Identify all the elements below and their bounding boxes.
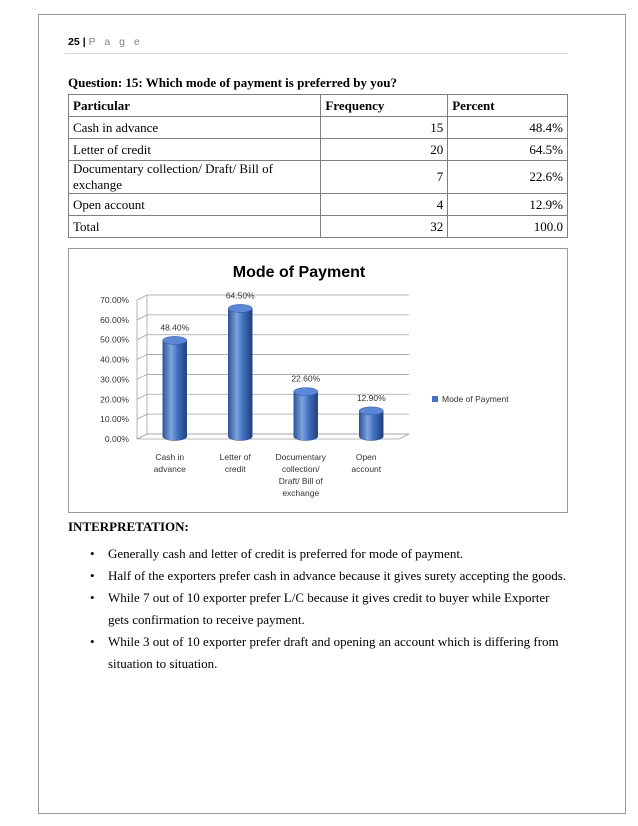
table-row xyxy=(69,139,568,161)
y-tick-label: 40.00% xyxy=(100,354,129,365)
y-tick-label: 10.00% xyxy=(100,414,129,425)
interpretation-list xyxy=(90,543,570,675)
table-row-total xyxy=(69,216,568,238)
column-header: Frequency xyxy=(321,95,448,117)
data-labels xyxy=(160,290,386,402)
table-row xyxy=(69,117,568,139)
list-item: • Generally cash and letter of credit is preferred for mode of payment. xyxy=(90,543,570,565)
table-cell: 12.9% xyxy=(448,194,568,216)
gridline xyxy=(137,315,409,320)
data-label: 12.90% xyxy=(356,392,386,403)
legend-label: Mode of Payment xyxy=(442,394,509,404)
table-row xyxy=(69,161,568,194)
x-tick-label: account xyxy=(351,464,382,474)
table-cell: 7 xyxy=(321,161,448,194)
table-header-row xyxy=(69,95,568,117)
y-tick-label: 30.00% xyxy=(100,374,129,385)
bar xyxy=(294,392,318,441)
header-separator: | xyxy=(82,36,86,48)
table-cell: Letter of credit xyxy=(69,139,321,161)
table-row xyxy=(69,194,568,216)
x-tick-label: exchange xyxy=(282,488,320,498)
table-cell: Open account xyxy=(69,194,321,216)
x-tick-label: advance xyxy=(153,464,186,474)
table-cell: Documentary collection/ Draft/ Bill of exchange xyxy=(69,161,321,194)
question-title: Question: 15: Which mode of payment is preferred by you? xyxy=(68,75,397,90)
x-tick-label: credit xyxy=(224,464,246,474)
x-tick-label: collection/ xyxy=(281,464,320,474)
data-label: 48.40% xyxy=(160,322,190,333)
list-item: • While 7 out of 10 exporter prefer L/C because it gives credit to buyer while Exporter gets confirmation to receive payment. xyxy=(90,587,570,631)
x-tick-label: Cash in xyxy=(155,452,185,462)
bar-top xyxy=(294,388,318,396)
bar xyxy=(359,411,383,441)
x-tick-label: Documentary xyxy=(275,452,327,462)
table-cell: 100.0 xyxy=(448,216,568,238)
y-tick-label: 70.00% xyxy=(100,295,129,305)
page-number: 25 xyxy=(68,36,80,48)
legend xyxy=(432,394,509,404)
bar-top xyxy=(163,336,187,344)
y-tick-label: 20.00% xyxy=(100,394,129,405)
y-tick-label: 0.00% xyxy=(104,434,129,444)
bar-chart xyxy=(69,249,569,514)
chart-title: Mode of Payment xyxy=(232,264,366,281)
table-cell: Total xyxy=(69,216,321,238)
bar xyxy=(163,340,187,440)
y-tick-label: 50.00% xyxy=(100,334,129,345)
bars xyxy=(163,304,384,440)
table-cell: 32 xyxy=(321,216,448,238)
column-header: Particular xyxy=(69,95,321,117)
table-cell: 48.4% xyxy=(448,117,568,139)
table-cell: 22.6% xyxy=(448,161,568,194)
interpretation-title: INTERPRETATION: xyxy=(68,519,189,534)
table-cell: 4 xyxy=(321,194,448,216)
header-rule xyxy=(65,53,568,54)
list-item: • While 3 out of 10 exporter prefer draft and opening an account which is differing from situation to situation. xyxy=(90,631,570,675)
chart-container xyxy=(68,248,568,513)
table-cell: Cash in advance xyxy=(69,117,321,139)
x-tick-label: Letter of xyxy=(219,452,251,462)
table-cell: 64.5% xyxy=(448,139,568,161)
list-item: • Half of the exporters prefer cash in advance because it gives surety accepting the goods. xyxy=(90,565,570,587)
gridline xyxy=(137,295,409,300)
bar-top xyxy=(228,304,252,312)
legend-swatch xyxy=(432,396,438,402)
bar-top xyxy=(359,407,383,415)
data-label: 22.60% xyxy=(291,373,321,384)
table-cell: 20 xyxy=(321,139,448,161)
y-tick-label: 60.00% xyxy=(100,314,129,325)
x-tick-label: Draft/ Bill of xyxy=(278,476,323,486)
page-word: P a g e xyxy=(88,36,143,48)
x-tick-label: Open xyxy=(355,452,377,462)
bar xyxy=(228,308,252,440)
data-label: 64.50% xyxy=(225,290,255,301)
frequency-table xyxy=(68,94,568,238)
table-cell: 15 xyxy=(321,117,448,139)
page-header xyxy=(68,36,568,48)
column-header: Percent xyxy=(448,95,568,117)
